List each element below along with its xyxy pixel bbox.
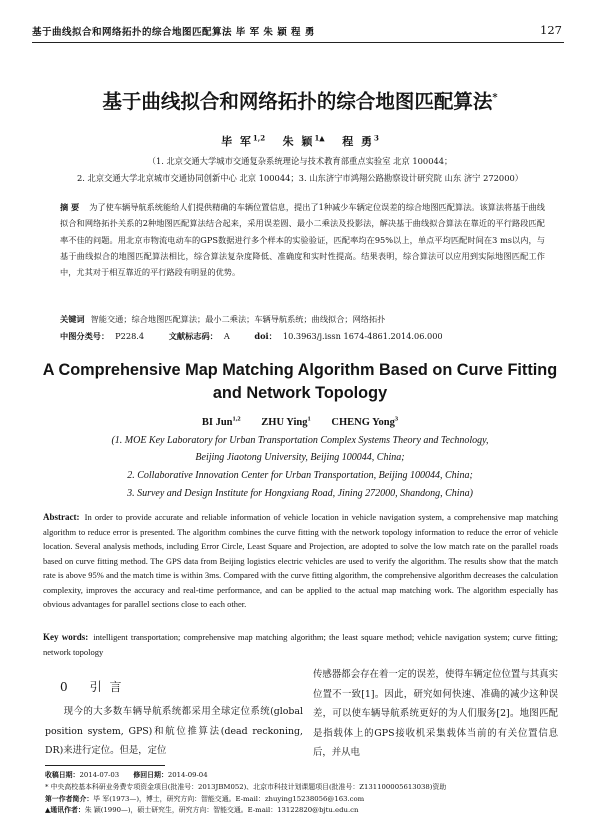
author-bi-jun-en: BI Jun: [201, 416, 233, 428]
english-authors: [0, 415, 600, 428]
footnotes: [45, 770, 565, 817]
english-abstract-text: In order to provide accurate and reliable information of vehicle location in vehicle navigation system, a comprehensive map matching algorithm to reduce error is presented. The algorithm combines the curve fitting with the network topology information to reduce the error of vehicle location. Several analysis methods, including Error Circle, Least Square and Projection, are adopted to solve the low match rate on the parallel roads based on curve fitting method. The GPS data from Beijing logistics electric vehicles are used to verify the algorithm. The results show that the match rate is above 95% and the match time is within 3ms. Compared with the curve fitting algorithm, the comprehensive algorithm decreases the calculation complexity, improves the accuracy and real-time performance, and can be applied to the actual map matching work. The algorithm especially has obvious advantages for parallel sections close to each other.: [43, 512, 559, 609]
author-sup: 3: [374, 133, 379, 143]
author-zhu-ying-cn: 朱 颖: [282, 135, 315, 148]
english-affiliation-line-3: 2. Collaborative Innovation Center for Urban Transportation, Beijing 100044, China;: [127, 470, 473, 481]
english-abstract: [43, 510, 558, 612]
body-column-right: [313, 665, 558, 763]
received-label: 收稿日期：: [45, 771, 80, 779]
english-title: [0, 359, 600, 405]
author-zhu-ying-en: ZHU Ying: [261, 416, 308, 428]
english-abstract-label: Abstract:: [43, 512, 80, 522]
chinese-affiliation-line-2: 2. 北京交通大学北京城市交通协同创新中心 北京 100044；3. 山东济宁市鸿翔公路勘察设计研究院 山东 济宁 272000）: [76, 173, 524, 183]
chinese-keywords-label: 关键词: [60, 314, 85, 324]
document-code-value: A: [223, 331, 230, 341]
first-author-info: 毕 军(1973—)，博士，研究方向：智能交通。E-mail：zhuying15238056@163.com: [93, 794, 365, 803]
running-header: [0, 24, 600, 38]
body-column-left: [45, 702, 303, 761]
footnote-dates: [45, 770, 565, 782]
classification-label: 中图分类号：: [60, 331, 110, 341]
received-value: 2014-07-03: [79, 771, 120, 779]
footnote-first-author: [45, 794, 565, 806]
classification-value: P228.4: [115, 331, 145, 341]
section-heading: [60, 678, 123, 695]
author-bi-jun-cn: 毕 军: [221, 135, 253, 148]
chinese-keywords: [60, 314, 545, 325]
running-header-title: 基于曲线拟合和网络拓扑的综合地图匹配算法 毕 军 朱 颖 程 勇: [32, 27, 315, 38]
author-cheng-yong-cn: 程 勇: [342, 135, 375, 148]
body-paragraph: 传感器都会存在着一定的误差，使得车辆定位位置与其真实位置不一致[1]。因此，研究如何快速、准确的减少这种误差，可以使车辆导航系统更好的为人们服务[2]。地图匹配是指载体上的GPS接收机采集载体当前的有关位置信息后，并从电: [313, 669, 558, 759]
chinese-abstract-label: 摘 要: [60, 202, 80, 212]
corresponding-author-label: ▲通讯作者：: [45, 806, 85, 815]
author-sup: 1,2: [252, 133, 266, 143]
chinese-abstract-text: 为了使车辆导航系统能给人们提供精确的车辆位置信息，提出了1种减少车辆定位误差的综合地图匹配算法。该算法将基于曲线拟合和网络拓扑关系的2种地图匹配算法结合起来，采用误差圆、最小二乘法及投影法，解决基于曲线拟合算法在靠近的平行路段匹配率不佳的问题。用北京市物流电动车的GPS数据进行多个样本的实验验证，匹配率均在95%以上，单点平均匹配时间在3 ms以内，与基于曲线拟合的地图匹配算法相比，综合算法复杂度降低、准确度和实时性提高。结果表明，综合算法可以应用到实际地图匹配工作中，尤其对于相互靠近的平行路段有明显的优势。: [60, 202, 545, 278]
english-keywords-label: Key words:: [43, 632, 89, 642]
footnote-rule: [45, 765, 165, 766]
english-affiliation-line-2: Beijing Jiaotong University, Beijing 100044, China;: [195, 452, 405, 463]
document-code-label: 文献标志码：: [168, 331, 218, 341]
chinese-title-text: 基于曲线拟合和网络拓扑的综合地图匹配算法: [102, 90, 493, 113]
author-sup: 1,2: [232, 415, 241, 422]
english-title-line-2: and Network Topology: [212, 384, 388, 402]
header-rule: [32, 42, 564, 43]
first-author-label: 第一作者简介：: [45, 794, 94, 803]
body-paragraph: 现今的大多数车辆导航系统都采用全球定位系统(global position system, GPS)和航位推算法(dead reckoning, DR)来进行定位。但是，定位: [45, 706, 303, 757]
author-cheng-yong-en: CHENG Yong: [331, 416, 395, 428]
english-affiliation-line-1: (1. MOE Key Laboratory for Urban Transportation Complex Systems Theory and Technology,: [111, 435, 489, 446]
chinese-keywords-text: 智能交通；综合地图匹配算法；最小二乘法；车辆导航系统；曲线拟合；网络拓扑: [90, 314, 386, 324]
english-affiliation-line-4: 3. Survey and Design Institute for Hongxiang Road, Jining 272000, Shandong, China): [127, 488, 473, 499]
corresponding-author-info: 朱 颖(1990—)，硕士研究生，研究方向：智能交通。E-mail：13122820@bjtu.edu.cn: [84, 806, 359, 815]
english-title-line-1: A Comprehensive Map Matching Algorithm Based on Curve Fitting: [42, 361, 558, 379]
title-footnote-mark: *: [492, 92, 498, 104]
footnote-fund: * 中央高校基本科研业务费专项资金项目(批准号：2013JBM052)、北京市科技计划课题项目(批准号：Z131100005613038)资助: [45, 782, 447, 791]
footnote-corresponding-author: [45, 805, 565, 817]
chinese-title: [0, 86, 600, 114]
section-number: 0: [60, 680, 70, 694]
doi-value: 10.3963/j.issn 1674-4861.2014.06.000: [282, 331, 443, 341]
revised-label: 修回日期：: [133, 771, 168, 779]
chinese-abstract: [60, 199, 545, 280]
chinese-authors: [0, 133, 600, 149]
english-keywords-text: intelligent transportation; comprehensive map matching algorithm; the least square method; vehicle navigation system; curve fitting; network topology: [43, 632, 559, 657]
revised-value: 2014-09-04: [167, 771, 208, 779]
author-sup: 3: [394, 415, 399, 422]
english-keywords: [43, 630, 558, 659]
author-sup: 1: [307, 415, 311, 422]
chinese-affiliation-line-1: （1. 北京交通大学城市交通复杂系统理论与技术教育部重点实验室 北京 100044；: [147, 156, 453, 166]
author-sup: 1▲: [314, 133, 325, 143]
page-number: 127: [540, 23, 562, 37]
doi-label: doi：: [254, 331, 277, 341]
classification-line: [60, 331, 545, 342]
section-title: 引 言: [89, 680, 124, 694]
